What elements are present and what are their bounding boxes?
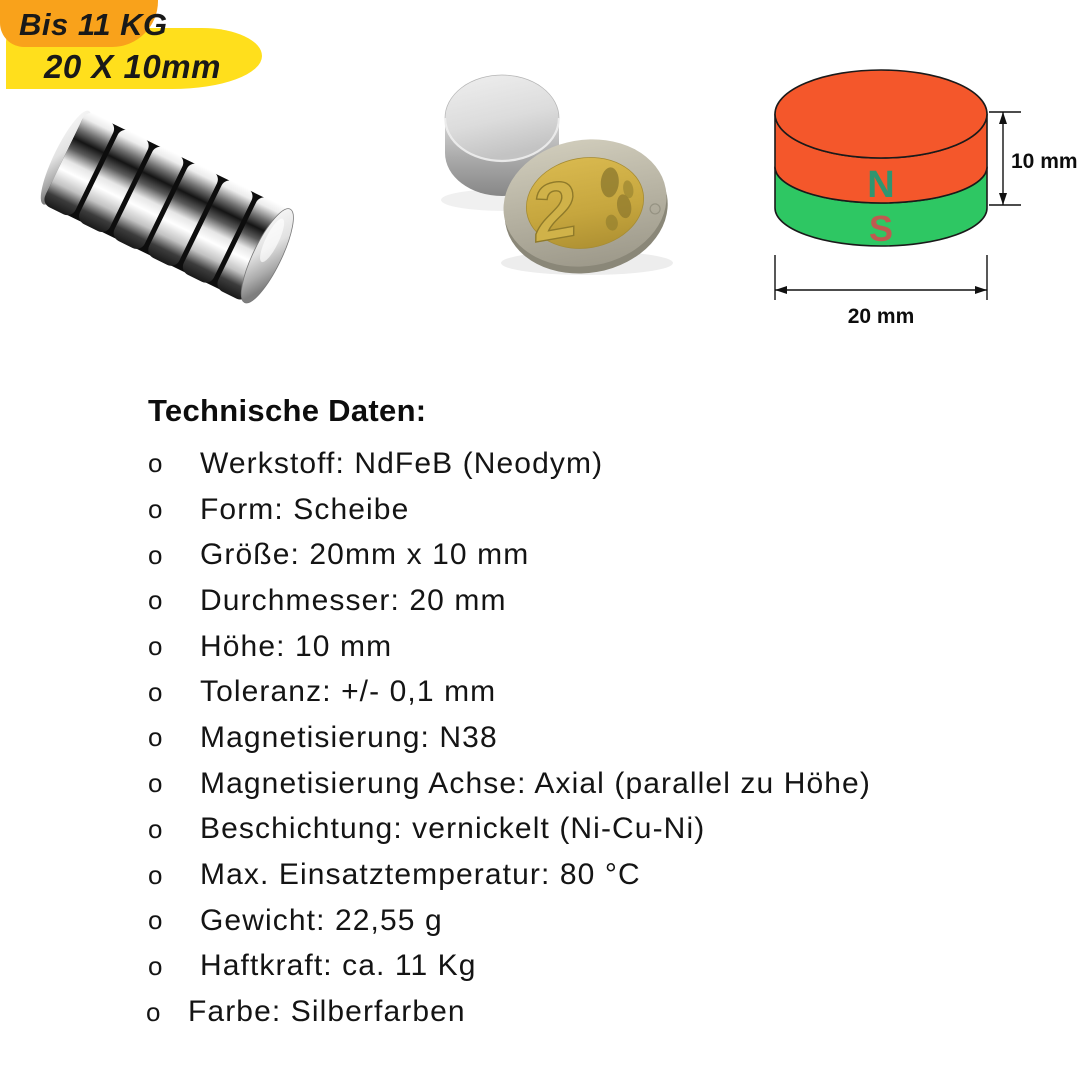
list-item-text: Toleranz: +/- 0,1 mm bbox=[200, 675, 497, 709]
list-item bbox=[148, 761, 1028, 807]
list-item bbox=[148, 578, 1028, 624]
list-item bbox=[148, 898, 1028, 944]
list-item bbox=[148, 989, 1028, 1035]
coin-numeral: 2 bbox=[524, 163, 584, 259]
magnet-coin-photo bbox=[415, 55, 685, 280]
list-item-text: Gewicht: 22,55 g bbox=[200, 903, 443, 937]
list-item-text: Beschichtung: vernickelt (Ni-Cu-Ni) bbox=[200, 812, 706, 846]
list-item bbox=[148, 715, 1028, 761]
bullet: o bbox=[148, 950, 163, 981]
magnet-stack-photo bbox=[35, 80, 350, 315]
list-item bbox=[148, 944, 1028, 990]
bullet: o bbox=[148, 448, 163, 479]
diameter-dimension bbox=[775, 255, 987, 300]
list-item-text: Magnetisierung Achse: Axial (parallel zu Höhe) bbox=[200, 766, 871, 800]
list-item-text: Haftkraft: ca. 11 Kg bbox=[200, 949, 477, 983]
magnet-pole-diagram bbox=[740, 50, 1080, 340]
magnet-top-face bbox=[775, 70, 987, 158]
list-item-text: Größe: 20mm x 10 mm bbox=[200, 538, 530, 572]
dim-diameter-label: 20 mm bbox=[847, 305, 915, 328]
pole-s-label: S bbox=[868, 208, 894, 249]
list-item bbox=[148, 624, 1028, 670]
list-item bbox=[148, 807, 1028, 853]
list-item-text: Magnetisierung: N38 bbox=[200, 720, 498, 754]
arrow-down-icon bbox=[999, 193, 1007, 205]
bullet: o bbox=[148, 676, 163, 707]
dim-height-label: 10 mm bbox=[1011, 150, 1078, 173]
arrow-up-icon bbox=[999, 112, 1007, 124]
bullet: o bbox=[148, 494, 163, 525]
arrow-right-icon bbox=[975, 286, 987, 294]
bullet: o bbox=[148, 539, 163, 570]
list-item bbox=[148, 441, 1028, 487]
list-item-text: Werkstoff: NdFeB (Neodym) bbox=[200, 446, 604, 480]
list-item bbox=[148, 487, 1028, 533]
list-item bbox=[148, 852, 1028, 898]
bullet: o bbox=[148, 905, 163, 936]
list-item bbox=[148, 669, 1028, 715]
tech-heading: Technische Daten: bbox=[148, 393, 427, 428]
bullet: o bbox=[148, 722, 163, 753]
badge-capacity-label: Bis 11 KG bbox=[19, 7, 168, 42]
arrow-left-icon bbox=[775, 286, 787, 294]
bullet: o bbox=[148, 813, 163, 844]
badge-size-label: 20 X 10mm bbox=[44, 48, 221, 85]
list-item-text: Höhe: 10 mm bbox=[200, 629, 393, 663]
technical-data-section bbox=[148, 393, 1028, 1035]
tech-list bbox=[148, 441, 1028, 1035]
bullet: o bbox=[148, 859, 163, 890]
bullet: o bbox=[148, 768, 163, 799]
list-item-text: Durchmesser: 20 mm bbox=[200, 583, 507, 617]
bullet: o bbox=[146, 996, 161, 1027]
list-item-text: Farbe: Silberfarben bbox=[188, 995, 466, 1029]
list-item-text: Form: Scheibe bbox=[200, 492, 410, 526]
list-item-text: Max. Einsatztemperatur: 80 °C bbox=[200, 858, 641, 892]
bullet: o bbox=[148, 631, 163, 662]
list-item bbox=[148, 532, 1028, 578]
pole-n-label: N bbox=[867, 164, 895, 206]
bullet: o bbox=[148, 585, 163, 616]
